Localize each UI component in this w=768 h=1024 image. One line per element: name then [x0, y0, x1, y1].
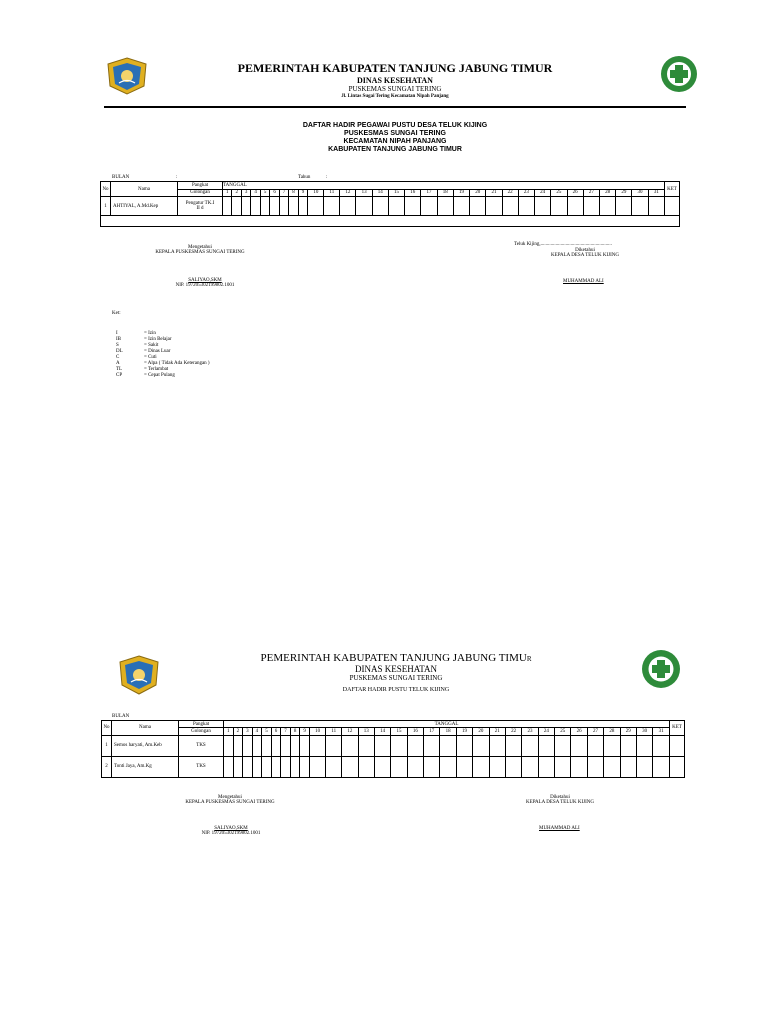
header-day: 5 [262, 728, 272, 735]
header-ket: KET [665, 182, 680, 197]
cell-day[interactable] [473, 756, 489, 777]
cell-day[interactable] [440, 735, 456, 756]
cell-day[interactable] [571, 735, 587, 756]
header-day: 25 [555, 728, 571, 735]
cell-day[interactable] [486, 197, 502, 216]
cell-day[interactable] [648, 197, 664, 216]
cell-day[interactable] [407, 735, 423, 756]
table-row [102, 735, 685, 756]
legend-code: CP [116, 373, 123, 378]
table-header-row-days [102, 728, 685, 735]
header-day: 27 [587, 728, 603, 735]
cell-day[interactable] [290, 756, 300, 777]
header-day: 10 [308, 189, 324, 197]
header-day: 31 [653, 728, 670, 735]
legend-code: A [116, 361, 120, 366]
cell-day[interactable] [252, 756, 262, 777]
cell-day[interactable] [505, 756, 521, 777]
sign-left-block-2 [170, 795, 290, 805]
legend-desc: = Alpa ( Tidak Ada Keterangan ) [144, 361, 210, 366]
header-day: 4 [251, 189, 260, 197]
legend-code: I [116, 331, 118, 336]
sign-left-position: KEPALA PUSKESMAS SUNGAI TERING [155, 250, 245, 255]
header-day: 23 [518, 189, 534, 197]
cell-day[interactable] [437, 197, 453, 216]
header-day: 17 [421, 189, 437, 197]
title-line-3: KECAMATAN NIPAH PANJANG [343, 138, 447, 145]
legend-code: S [116, 343, 119, 348]
letterhead [180, 61, 610, 99]
cell-day[interactable] [489, 756, 505, 777]
header-day: 24 [538, 728, 554, 735]
cell-day[interactable] [326, 756, 342, 777]
cell-day[interactable] [522, 756, 538, 777]
header-day: 20 [473, 728, 489, 735]
header-day: 1 [224, 728, 234, 735]
table-header-row [101, 182, 680, 190]
cell-nama: AHTIYAL, A.Md.Kep [111, 197, 178, 216]
sign-left-block [140, 245, 260, 255]
header-day: 28 [604, 728, 620, 735]
header-day: 14 [372, 189, 388, 197]
cell-day[interactable] [260, 197, 269, 216]
legend-code: C [116, 355, 120, 360]
sign-left-acknowledged-2: Mengetahui [218, 795, 242, 800]
legend-desc: = Izin Belajar [144, 337, 172, 342]
header-pangkat: Pangkat [179, 721, 224, 728]
legend-desc: = Izin [144, 331, 156, 336]
cell-day[interactable] [604, 735, 620, 756]
cell-day[interactable] [502, 197, 518, 216]
header-nama: Nama [111, 182, 178, 197]
cell-day[interactable] [587, 756, 603, 777]
header-day: 3 [243, 728, 253, 735]
letterhead-divider [104, 106, 686, 108]
cell-day[interactable] [653, 735, 670, 756]
year-label: Tahun [298, 175, 311, 180]
header-day: 15 [388, 189, 404, 197]
header-day: 13 [356, 189, 372, 197]
cell-day[interactable] [440, 756, 456, 777]
legend-label: Ket: [112, 311, 121, 316]
cell-day[interactable] [309, 756, 325, 777]
header-nama: Nama [112, 721, 179, 736]
header-day: 23 [522, 728, 538, 735]
cell-day[interactable] [233, 735, 243, 756]
cell-pangkat [179, 735, 224, 756]
sign-left-name: SALIYAO,SKM [188, 278, 222, 283]
cell-day[interactable] [342, 735, 358, 756]
table-header-row [102, 721, 685, 728]
cell-day[interactable] [279, 197, 288, 216]
header-day: 6 [270, 189, 279, 197]
cell-pangkat [178, 197, 223, 216]
cell-day[interactable] [252, 735, 262, 756]
cell-day[interactable] [555, 756, 571, 777]
cell-day[interactable] [224, 735, 234, 756]
cell-day[interactable] [342, 756, 358, 777]
cell-day[interactable] [243, 735, 253, 756]
cell-day[interactable] [224, 756, 234, 777]
header-day: 16 [407, 728, 423, 735]
cell-day[interactable] [636, 735, 652, 756]
header-day: 11 [326, 728, 342, 735]
cell-pangkat-value: TKS [196, 743, 206, 749]
header-no: No [102, 721, 112, 736]
sign-right-position-2: KEPALA DESA TELUK KIJING [526, 800, 594, 805]
header-day: 6 [271, 728, 281, 735]
header-day: 11 [324, 189, 340, 197]
header-day: 26 [571, 728, 587, 735]
cell-day[interactable] [424, 735, 440, 756]
legend-code: IB [116, 337, 121, 342]
sign-left-nip: NIP. 197205302199802.1001 [175, 283, 235, 288]
header-day: 12 [340, 189, 356, 197]
cell-day[interactable] [358, 735, 374, 756]
table-row [102, 756, 685, 777]
cell-day[interactable] [620, 756, 636, 777]
cell-day[interactable] [632, 197, 648, 216]
header-tanggal: TANGGAL [224, 721, 670, 728]
cell-day[interactable] [251, 197, 260, 216]
legend-desc: = Dinas Luar [144, 349, 171, 354]
sign-left-acknowledged: Mengetahui [188, 245, 212, 250]
cell-pangkat-value: TKS [196, 764, 206, 770]
address: Jl. Lintas Sugai Tering Kecamatan Nipah Panjang [341, 94, 449, 99]
header-day: 21 [489, 728, 505, 735]
cell-day[interactable] [243, 756, 253, 777]
header-day: 31 [648, 189, 664, 197]
agency-name: DINAS KESEHATAN [357, 76, 433, 85]
cell-day[interactable] [470, 197, 486, 216]
document-title-2: DAFTAR HADIR PUSTU TELUK KIJING [342, 687, 450, 693]
cell-day[interactable] [473, 735, 489, 756]
cell-day[interactable] [571, 756, 587, 777]
header-day: 10 [309, 728, 325, 735]
header-day: 1 [223, 189, 232, 197]
health-department-logo-2 [640, 648, 682, 690]
cell-day[interactable] [300, 756, 310, 777]
cell-day[interactable] [308, 197, 324, 216]
cell-no: 2 [102, 756, 112, 777]
cell-day[interactable] [456, 756, 472, 777]
document-title [200, 122, 590, 154]
year-colon: : [326, 175, 328, 180]
sign-left-signature [160, 278, 250, 288]
cell-day[interactable] [587, 735, 603, 756]
cell-day[interactable] [505, 735, 521, 756]
cell-day[interactable] [518, 197, 534, 216]
cell-day[interactable] [388, 197, 404, 216]
header-day: 24 [535, 189, 551, 197]
cell-day[interactable] [281, 756, 291, 777]
sign-right-name: MUHAMMAD ALI [563, 279, 604, 284]
cell-no: 1 [101, 197, 111, 216]
cell-pangkat-value: Pengatur TK.I [185, 201, 215, 207]
cell-day[interactable] [522, 735, 538, 756]
month-label-2: BULAN [112, 714, 130, 719]
title-line-4: KABUPATEN TANJUNG JABUNG TIMUR [328, 146, 462, 153]
cell-day[interactable] [290, 735, 300, 756]
cell-day[interactable] [298, 197, 307, 216]
cell-pangkat [179, 756, 224, 777]
agency-name-2: DINAS KESEHATAN [354, 664, 438, 674]
cell-day[interactable] [583, 197, 599, 216]
header-day: 5 [260, 189, 269, 197]
legend-desc: = Cuti [144, 355, 157, 360]
header-day: 16 [405, 189, 421, 197]
table-row [101, 197, 680, 216]
header-day: 8 [290, 728, 300, 735]
header-day: 9 [298, 189, 307, 197]
sign-left-position-2: KEPALA PUSKESMAS SUNGAI TERING [185, 800, 275, 805]
header-day: 14 [374, 728, 390, 735]
cell-day[interactable] [489, 735, 505, 756]
cell-day[interactable] [405, 197, 421, 216]
cell-day[interactable] [262, 735, 272, 756]
cell-day[interactable] [270, 197, 279, 216]
legend-item [116, 373, 210, 379]
header-day: 18 [437, 189, 453, 197]
legend-list [116, 331, 210, 379]
title-line-1: DAFTAR HADIR PEGAWAI PUSTU DESA TELUK KIJING [302, 122, 488, 129]
cell-day[interactable] [538, 735, 554, 756]
sign-right-block-2 [505, 795, 615, 805]
cell-day[interactable] [653, 756, 670, 777]
header-day: 28 [599, 189, 615, 197]
cell-day[interactable] [616, 197, 632, 216]
header-ket: KET [670, 721, 685, 736]
sign-right-position: KEPALA DESA TELUK KIJING [551, 253, 619, 258]
cell-ket[interactable] [670, 735, 685, 756]
header-day: 4 [252, 728, 262, 735]
letterhead-2 [226, 652, 566, 693]
sign-left-nip-2: NIP. 197205302199802.1001 [201, 831, 261, 836]
header-day: 21 [486, 189, 502, 197]
cell-day[interactable] [599, 197, 615, 216]
header-pangkat: Pangkat [178, 182, 223, 190]
month-label: BULAN [112, 175, 130, 180]
puskesmas-name-2: PUSKEMAS SUNGAI TERING [349, 674, 443, 682]
legend-desc: = Sakit [144, 343, 159, 348]
cell-day[interactable] [340, 197, 356, 216]
regency-emblem-logo [104, 56, 150, 96]
cell-day[interactable] [262, 756, 272, 777]
header-day: 27 [583, 189, 599, 197]
cell-day[interactable] [604, 756, 620, 777]
sign-right-known-2: Diketahui [550, 795, 570, 800]
sign-right-name-2: MUHAMMAD ALI [539, 826, 580, 831]
cell-nama: Tonti Jaya, Am.Kg [112, 756, 179, 777]
header-day: 9 [300, 728, 310, 735]
header-day: 7 [281, 728, 291, 735]
cell-day[interactable] [374, 756, 390, 777]
cell-ket[interactable] [665, 197, 680, 216]
cell-day[interactable] [324, 197, 340, 216]
sign-right-block [530, 248, 640, 258]
cell-golongan-value: II d [196, 206, 204, 212]
government-title-2: PEMERINTAH KABUPATEN TANJUNG JABUNG TIMU [260, 652, 527, 664]
cell-day[interactable] [424, 756, 440, 777]
cell-day[interactable] [374, 735, 390, 756]
cell-day[interactable] [326, 735, 342, 756]
table-row-spacer [101, 216, 680, 227]
header-golongan: Golongan [179, 728, 224, 735]
cell-day[interactable] [281, 735, 291, 756]
header-day: 25 [551, 189, 567, 197]
cell-day[interactable] [456, 735, 472, 756]
government-title: PEMERINTAH KABUPATEN TANJUNG JABUNG TIMUR [237, 61, 553, 75]
cell-day[interactable] [289, 197, 298, 216]
cell-day[interactable] [567, 197, 583, 216]
sign-left-name-2: SALIYAO,SKM [214, 826, 248, 831]
header-day: 3 [241, 189, 250, 197]
title-line-2: PUSKESMAS SUNGAI TERING [344, 130, 446, 137]
sign-right-place: Teluk Kijing,......................................................... [514, 242, 612, 247]
cell-day[interactable] [453, 197, 469, 216]
government-title-2-suffix: R [526, 655, 532, 663]
cell-day[interactable] [421, 197, 437, 216]
header-tanggal: TANGGAL [223, 182, 665, 190]
cell-day[interactable] [271, 756, 281, 777]
cell-day[interactable] [356, 197, 372, 216]
cell-day[interactable] [358, 756, 374, 777]
header-day: 8 [289, 189, 298, 197]
cell-no: 1 [102, 735, 112, 756]
regency-emblem-logo-2 [116, 654, 162, 696]
cell-day[interactable] [223, 197, 232, 216]
header-golongan: Golongan [178, 189, 223, 197]
legend-code: TL [116, 367, 123, 372]
header-day: 18 [440, 728, 456, 735]
cell-day[interactable] [372, 197, 388, 216]
cell-day[interactable] [407, 756, 423, 777]
cell-day[interactable] [636, 756, 652, 777]
header-day: 2 [233, 728, 243, 735]
cell-day[interactable] [300, 735, 310, 756]
legend-desc: = Cepat Pulang [144, 373, 175, 378]
header-no: No [101, 182, 111, 197]
cell-day[interactable] [309, 735, 325, 756]
cell-day[interactable] [555, 735, 571, 756]
cell-day[interactable] [232, 197, 241, 216]
cell-day[interactable] [233, 756, 243, 777]
header-day: 7 [279, 189, 288, 197]
month-colon: : [176, 175, 178, 180]
legend-desc: = Terlambat [144, 367, 169, 372]
header-day: 19 [453, 189, 469, 197]
header-day: 26 [567, 189, 583, 197]
cell-ket[interactable] [670, 756, 685, 777]
cell-nama: Semos haryati, Am.Keb [112, 735, 179, 756]
cell-day[interactable] [271, 735, 281, 756]
cell-day[interactable] [551, 197, 567, 216]
header-day: 22 [502, 189, 518, 197]
health-department-logo [658, 54, 700, 94]
header-day: 15 [391, 728, 407, 735]
attendance-table [100, 181, 680, 227]
sign-right-known: Diketahui [575, 248, 595, 253]
header-day: 12 [342, 728, 358, 735]
cell-day[interactable] [391, 735, 407, 756]
header-day: 30 [636, 728, 652, 735]
header-day: 30 [632, 189, 648, 197]
cell-day[interactable] [391, 756, 407, 777]
header-day: 29 [616, 189, 632, 197]
header-day: 2 [232, 189, 241, 197]
header-day: 13 [358, 728, 374, 735]
header-day: 17 [424, 728, 440, 735]
cell-day[interactable] [538, 756, 554, 777]
cell-day[interactable] [241, 197, 250, 216]
cell-spacer [101, 216, 680, 227]
header-day: 20 [470, 189, 486, 197]
header-day: 22 [505, 728, 521, 735]
cell-day[interactable] [535, 197, 551, 216]
legend-code: DL [116, 349, 123, 354]
header-day: 19 [456, 728, 472, 735]
attendance-table-2 [101, 720, 685, 778]
sign-left-signature-2 [186, 826, 276, 836]
cell-day[interactable] [620, 735, 636, 756]
header-day: 29 [620, 728, 636, 735]
table-header-row-days [101, 189, 680, 197]
puskesmas-name: PUSKEMAS SUNGAI TERING [348, 85, 442, 93]
